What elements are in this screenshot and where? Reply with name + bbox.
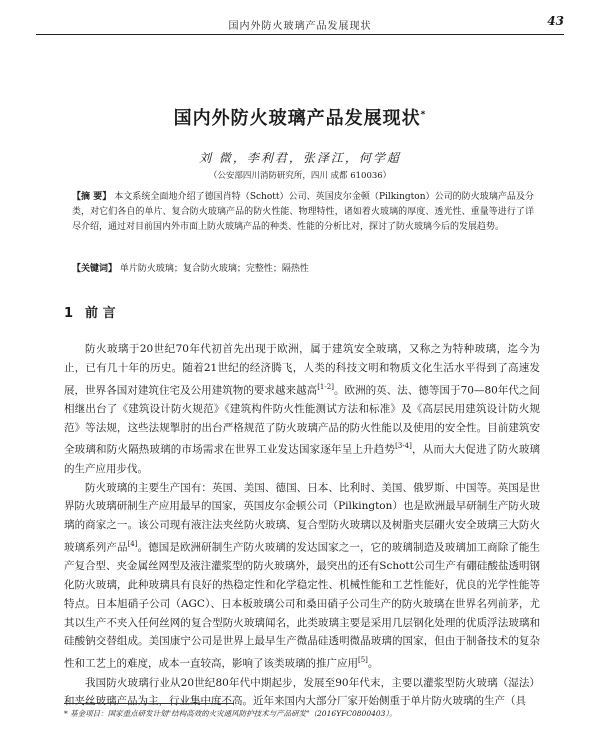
keywords [72, 262, 534, 277]
affiliation: （公安部四川消防研究所，四川 成都 610036） [208, 171, 392, 181]
page-number: 43 [547, 14, 564, 28]
p1-text-a: 防火玻璃于20世纪70年代初首先出现于欧洲，属于建筑安全玻璃，又称之为特种玻璃，迄今为止，已有几十年的历史。随着21世纪的经济腾飞，人类的科技文明和物质文化生活水平得到了高速发展，世界各国对建筑住宅及公用建筑物的要求越来越高 [64, 343, 540, 397]
abstract-text: 本文系统全面地介绍了德国肖特（Schott）公司、英国皮尔金顿（Pilkington）公司的防火玻璃产品及分类，对它们各自的单片、复合防火玻璃产品的防火性能、物理特性，诸如着火玻璃的厚度、透光性、重量等进行了详尽介绍，通过对目前国内外市面上防火玻璃产品的种类、性能的分析比对，探讨了防火玻璃今后的发展趋势。 [72, 192, 534, 232]
section-title: 前 言 [85, 306, 116, 321]
paragraph-1 [64, 340, 540, 479]
paragraph-2 [64, 479, 540, 674]
p2-text-b: 。德国是欧洲研制生产防火玻璃的发达国家之一，它的玻璃制造及玻璃加工商除了能生产复合型、夹金属丝网型及液注灌浆型的防火玻璃外，最突出的还有Schott公司生产有硼硅酸盐透明钢化防火玻璃，此种玻璃具有良好的热稳定性和化学稳定性、机械性能和工艺性能好，优良的光学性能等特点。日本旭硝子公司（AGC）、日本板玻璃公司和桑田硝子公司生产的防火玻璃在世界名列前茅，尤其以生产不夹入任何丝网的复合型防火玻璃闻名，此类玻璃主要是采用几层钢化处理的优质浮法玻璃和硅酸钠交替组成。美国康宁公司是世界上最早生产微晶硅透明微晶玻璃的国家，但由于制备技术的复杂性和工艺上的难度，成本一直较高，影响了该类玻璃的推广应用 [64, 541, 541, 670]
section-number: 1 [64, 306, 74, 321]
abstract [72, 190, 534, 235]
p2-text-c: 。 [367, 657, 379, 670]
authors: 刘 微，李利君，张泽江，何学超 [199, 151, 401, 165]
keywords-label: 【关键词】 [72, 264, 118, 274]
citation: [4] [127, 539, 138, 548]
title-footnote-mark: * [420, 110, 427, 120]
p1-text-c: ，从而大大促进了防火玻璃的生产应用步伐。 [64, 443, 541, 475]
keywords-text: 单片防火玻璃；复合防火玻璃；完整性；隔热性 [119, 264, 309, 274]
body-text [64, 340, 540, 711]
section-heading [64, 302, 116, 321]
footnote: * 基金项目：国家重点研发计划"结构高效的火灾通风防护技术与产品研发"（2016YFC0800403）。 [64, 709, 397, 718]
footnote-rule [64, 703, 234, 704]
citation: [1-2] [317, 382, 334, 391]
p1-text-b: 。欧洲的英、法、德等国于70—80年代之间相继出台了《建筑设计防火规范》《建筑构件防火性能测试方法和标准》及《高层民用建筑设计防火规范》等法规，这些法规掣肘的出台严格规范了防火玻璃产品的防火性能以及使用的安全性。目前建筑安全玻璃和防火隔热玻璃的市场需求在世界工业发达国家逐年呈上升趋势 [64, 384, 541, 456]
article-title-text: 国内外防火玻璃产品发展现状 [173, 108, 421, 129]
running-header-title: 国内外防火玻璃产品发展现状 [228, 21, 372, 32]
abstract-label: 【摘 要】 [72, 192, 112, 202]
citation: [3-4] [395, 442, 412, 451]
running-header [36, 14, 564, 35]
citation: [5] [358, 656, 368, 665]
p2-text-a: 防火玻璃的主要生产国有：英国、美国、德国、日本、比利时、美国、俄罗斯、中国等。英国是世界防火玻璃研制生产应用最早的国家，英国皮尔金顿公司（Pilkington）也是欧洲最早研制生产防火玻璃的商家之一。该公司现有液注法夹丝防火玻璃、复合型防火玻璃以及树脂夹层硼火安全玻璃三大防火玻璃系列产品 [64, 481, 540, 554]
article-title [0, 104, 600, 130]
paragraph-3: 我国防火玻璃行业从20世纪80年代中期起步，发展至90年代末，主要以灌浆型防火玻璃（湿法）和夹丝玻璃产品为主，行业集中度不高。近年来国内大部分厂家开始侧重于单片防火玻璃的生产（具 [64, 676, 540, 708]
